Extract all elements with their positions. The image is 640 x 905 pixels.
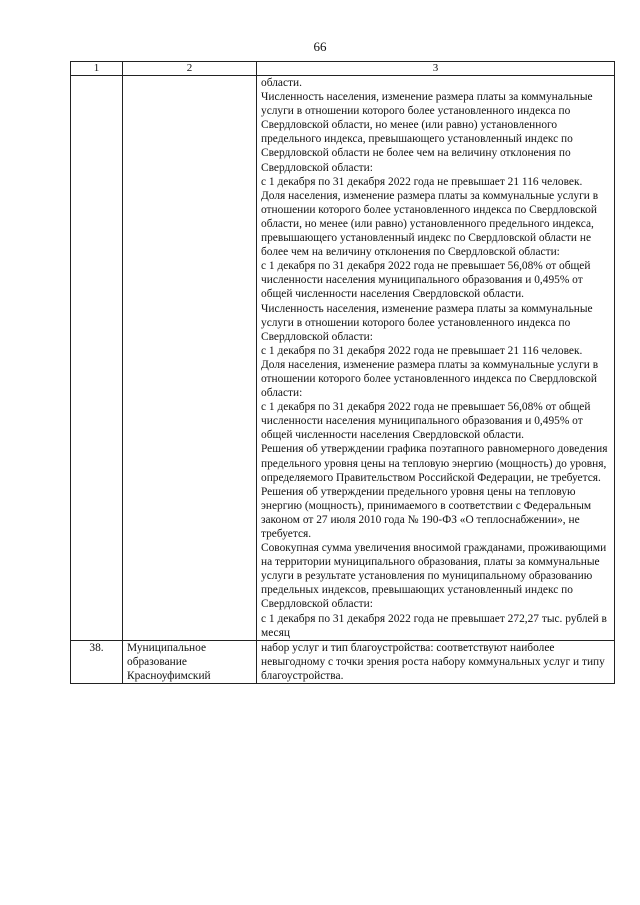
document-table [70, 61, 615, 684]
paragraph: с 1 декабря по 31 декабря 2022 года не превышает 56,08% от общей численности населения муниципального образования и 0,495% от общей численности населения Свердловской области. [261, 260, 591, 301]
page-number: 66 [313, 39, 327, 54]
municipality-cell [123, 640, 257, 683]
municipality-name-line: образование [127, 655, 187, 668]
description-cell [257, 76, 615, 641]
paragraph: Решения об утверждении графика поэтапного равномерного доведения предельного уровня цены на тепловую энергию (мощность) до уровня, определяемого Правительством Российской Федерации, не требуется. [261, 443, 608, 484]
municipality-name-line: Красноуфимский [127, 669, 211, 682]
column-header-3: 3 [257, 62, 615, 76]
column-header-1: 1 [71, 62, 123, 76]
paragraph: с 1 декабря по 31 декабря 2022 года не превышает 21 116 человек. [261, 175, 583, 188]
paragraph: области. [261, 77, 302, 89]
paragraph: Доля населения, изменение размера платы за коммунальные услуги в отношении которого более установленного индекса по Свердловской области, но менее (или равно) установленного предельного индекса, превышающего установленный индекс по Свердловской области не более чем на величину отклонения по Свердловской области: [261, 189, 599, 259]
row-number-cell [71, 76, 123, 641]
paragraph: с 1 декабря по 31 декабря 2022 года не превышает 21 116 человек. [261, 344, 583, 357]
paragraph: Совокупная сумма увеличения вносимой гражданами, проживающими на территории муниципального образования, платы за коммунальные услуги в результате установления по муниципальному образованию предельных индексов, превышающих установленный индекс по Свердловской области: [261, 542, 607, 611]
description-cell: набор услуг и тип благоустройства: соответствуют наиболее невыгодному с точки зрения роста набору коммунальных услуг и типу благоустройства. [257, 640, 615, 683]
paragraph: Численность населения, изменение размера платы за коммунальные услуги в отношении которого более установленного индекса по Свердловской области, но менее (или равно) установленного предельного индекса, превышающего установленный индекс по Свердловской области не более чем на величину отклонения по Свердловской области: [261, 91, 593, 174]
row-number-cell: 38. [71, 640, 123, 683]
municipality-cell [123, 76, 257, 641]
paragraph: Решения об утверждении предельного уровня цены на тепловую энергию (мощность), принимаемого в соответствии с Федеральным законом от 27 июля 2010 года № 190-ФЗ «О теплоснабжении», не требуется. [261, 485, 592, 540]
paragraph: с 1 декабря по 31 декабря 2022 года не превышает 56,08% от общей численности населения муниципального образования и 0,495% от общей численности населения Свердловской области. [261, 401, 591, 442]
paragraph: Доля населения, изменение размера платы за коммунальные услуги в отношении которого более установленного индекса по Свердловской области: [261, 358, 599, 400]
paragraph: с 1 декабря по 31 декабря 2022 года не превышает 272,27 тыс. рублей в месяц [261, 612, 607, 639]
table-row [71, 640, 615, 683]
table-header-row [71, 62, 615, 76]
table-row [71, 76, 615, 641]
paragraph: Численность населения, изменение размера платы за коммунальные услуги в отношении которого более установленного индекса по Свердловской области: [261, 302, 593, 343]
column-header-2: 2 [123, 62, 257, 76]
municipality-name-line: Муниципальное [127, 641, 207, 654]
